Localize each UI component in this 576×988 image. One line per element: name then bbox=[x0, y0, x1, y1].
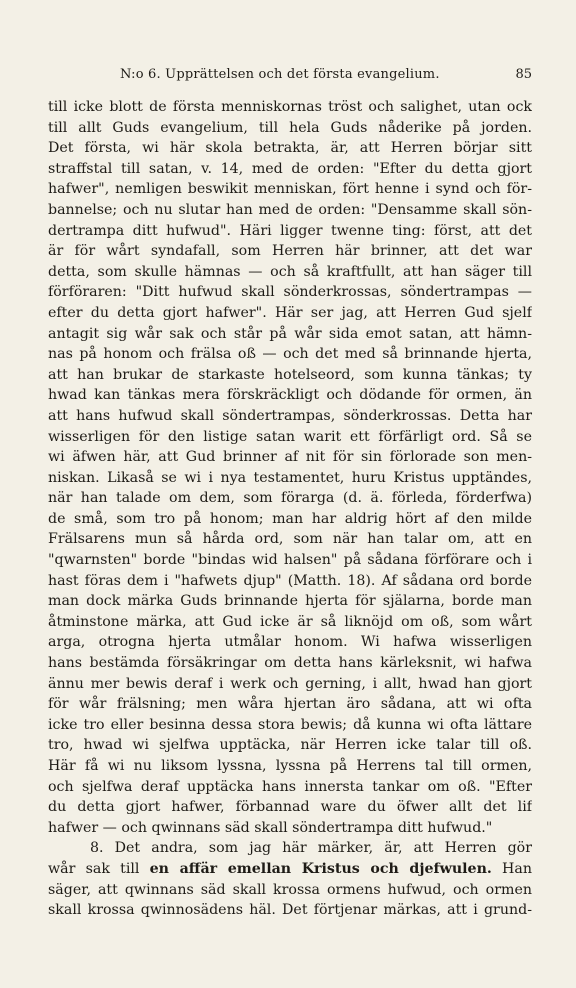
paragraph-2 bbox=[48, 838, 532, 920]
text-line: Det första, wi här skola betrakta, är, att Herren börjar sitt bbox=[48, 140, 532, 157]
text-line: till allt Guds evangelium, till hela Guds nåderike på jorden. bbox=[48, 119, 532, 136]
text-line: niskan. Likaså se wi i nya testamentet, huru Kristus upptändes, bbox=[48, 469, 532, 486]
text-line bbox=[48, 859, 532, 880]
text-line: "qwarnsten" borde "bindas wid halsen" på sådana förförare och i bbox=[48, 552, 532, 569]
text-line: man dock märka Guds brinnande hjerta för själarna, borde man bbox=[48, 593, 532, 610]
text-line: Frälsarens mun så hårda ord, som när han talar om, att en bbox=[48, 531, 532, 548]
text-line: 8. Det andra, som jag här märker, är, att Herren gör bbox=[90, 840, 532, 857]
paragraph-1 bbox=[48, 97, 532, 838]
running-header bbox=[48, 67, 532, 89]
text-line: dertrampa ditt hufwud". Häri ligger twenne ting: först, att det bbox=[48, 222, 532, 239]
text-line: förföraren: "Ditt hufwud skall sönderkrossas, söndertrampas — bbox=[48, 284, 532, 301]
text-line: för wår frälsning; men wåra hjertan äro sådana, att wi ofta bbox=[48, 696, 532, 713]
text-line: skall krossa qwinnosädens häl. Det förtjenar märkas, att i grund- bbox=[48, 902, 532, 919]
text-line: wisserligen för den listige satan warit ett förfärligt ord. Så se bbox=[48, 428, 532, 445]
text-line: wi äfwen här, att Gud brinner af nit för sin förlorade son men- bbox=[48, 449, 532, 466]
text-line: antagit sig wår sak och står på wår sida emot satan, att hämn- bbox=[48, 325, 532, 342]
text-line: tro, hwad wi sjelfwa upptäcka, när Herren icke talar till oß. bbox=[48, 737, 532, 754]
running-title: N:o 6. Upprättelsen och det första evangelium. bbox=[120, 67, 440, 82]
text-line: hafwer", nemligen beswikit menniskan, fört henne i synd och för- bbox=[48, 181, 532, 198]
text-line: att han brukar de starkaste hotelseord, som kunna tänkas; ty bbox=[48, 366, 532, 383]
text-line: nas på honom och frälsa oß — och det med så brinnande hjerta, bbox=[48, 346, 532, 363]
text-line: hafwer — och qwinnans säd skall söndertrampa ditt hufwud." bbox=[48, 819, 493, 836]
body-text bbox=[48, 97, 532, 921]
text-line: åtminstone märka, att Gud icke är så liknöjd om oß, som wårt bbox=[48, 613, 532, 630]
text-line: icke tro eller besinna dessa stora bewis; då kunna wi ofta lättare bbox=[48, 716, 532, 733]
text-run: Han bbox=[491, 860, 532, 877]
text-line: Här få wi nu liksom lyssna, lyssna på Herrens tal till ormen, bbox=[48, 758, 532, 774]
text-line: hwad kan tänkas mera förskräckligt och dödande för ormen, än bbox=[48, 387, 532, 404]
page-number: 85 bbox=[515, 67, 532, 82]
text-line: efter du detta gjort hafwer". Här ser jag, att Herren Gud sjelf bbox=[48, 304, 532, 321]
text-run: wår sak till bbox=[48, 860, 150, 877]
text-line: arga, otrogna hjerta utmålar honom. Wi hafwa wisserligen bbox=[48, 634, 532, 651]
text-line: är för wårt syndafall, som Herren här brinner, att det war bbox=[48, 243, 532, 260]
text-line: hans bestämda försäkringar om detta hans kärleksnit, wi hafwa bbox=[48, 655, 532, 672]
emphasized-phrase: en affär emellan Kristus och djefwulen. bbox=[149, 860, 492, 877]
text-line: bannelse; och nu slutar han med de orden: "Densamme skall sön- bbox=[48, 201, 532, 218]
text-line: de små, som tro på honom; man har aldrig hört af den milde bbox=[48, 510, 532, 527]
text-line: hast föras dem i "hafwets djup" (Matth. 18). Af sådana ord borde bbox=[48, 572, 532, 589]
text-line: straffstal till satan, v. 14, med de orden: "Efter du detta gjort bbox=[48, 160, 532, 177]
text-line: detta, som skulle hämnas — och så kraftfullt, att han säger till bbox=[48, 263, 532, 280]
text-line: att hans hufwud skall söndertrampas, sönderkrossas. Detta har bbox=[48, 407, 532, 424]
text-line: säger, att qwinnans säd skall krossa ormens hufwud, och ormen bbox=[48, 881, 532, 898]
text-line: ännu mer bewis deraf i werk och gerning, i allt, hwad han gjort bbox=[48, 675, 532, 692]
text-line: och sjelfwa deraf upptäcka hans innersta tankar om oß. "Efter bbox=[48, 778, 532, 795]
text-line: till icke blott de första menniskornas tröst och salighet, utan ock bbox=[48, 99, 532, 115]
text-line: du detta gjort hafwer, förbannad ware du öfwer allt det lif bbox=[48, 799, 532, 816]
text-line: när han talade om dem, som förarga (d. ä. förleda, förderfwa) bbox=[48, 490, 532, 507]
